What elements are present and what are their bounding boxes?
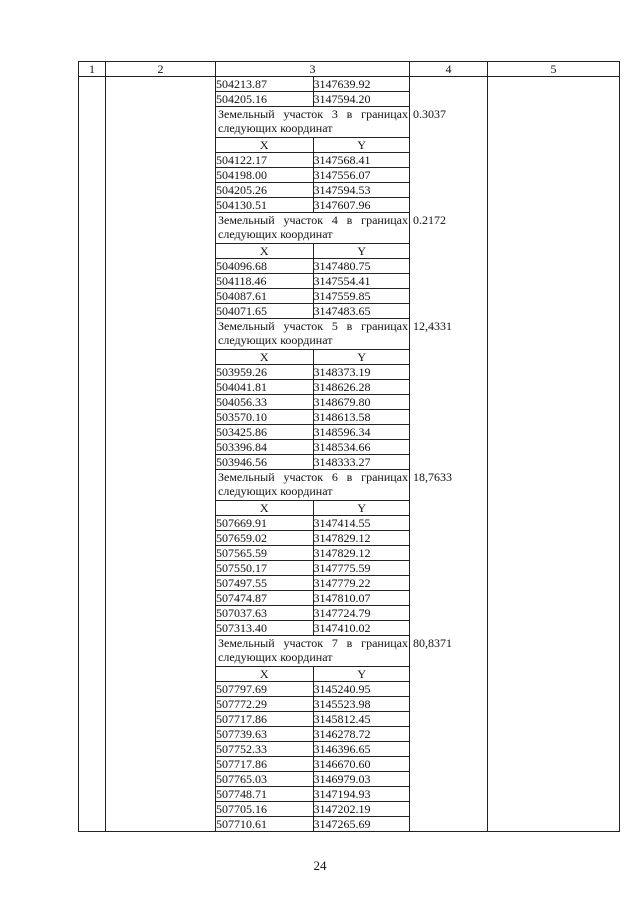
coordinate-row — [216, 546, 410, 561]
coordinate-row — [216, 183, 410, 198]
plot-area-value: 80,8371 — [413, 636, 452, 650]
column-header-5: 5 — [488, 62, 620, 77]
xy-header-row — [216, 501, 410, 516]
plot-caption: Земельный участок 5 в границах следующих координат — [216, 319, 410, 350]
x-coordinate: 504205.16 — [216, 92, 313, 107]
x-column-header: X — [216, 667, 313, 682]
coordinate-row — [216, 772, 410, 787]
coordinates-cell — [216, 77, 410, 832]
xy-header-row — [216, 350, 410, 365]
plot-caption-row — [216, 319, 410, 350]
x-coordinate: 507550.17 — [216, 561, 313, 576]
y-coordinate: 3147559.85 — [313, 289, 410, 304]
y-coordinate: 3148679.80 — [313, 395, 410, 410]
column-1-cell — [79, 77, 106, 832]
y-coordinate: 3147194.93 — [313, 787, 410, 802]
x-coordinate: 504118.46 — [216, 274, 313, 289]
x-coordinate: 503425.86 — [216, 425, 313, 440]
plot-area-value: 18,7633 — [413, 470, 452, 484]
coordinate-row — [216, 802, 410, 817]
x-column-header: X — [216, 244, 313, 259]
x-coordinate: 503946.56 — [216, 455, 313, 470]
y-coordinate: 3147829.12 — [313, 546, 410, 561]
y-coordinate: 3147568.41 — [313, 153, 410, 168]
x-coordinate: 504198.00 — [216, 168, 313, 183]
page-number: 24 — [313, 858, 327, 873]
y-column-header: Y — [313, 667, 410, 682]
y-coordinate: 3147607.96 — [313, 198, 410, 213]
plot-caption-row — [216, 213, 410, 244]
x-coordinate: 507565.59 — [216, 546, 313, 561]
coordinate-row — [216, 591, 410, 606]
coordinate-row — [216, 304, 410, 319]
coordinate-row — [216, 621, 410, 636]
x-coordinate: 507748.71 — [216, 787, 313, 802]
coordinate-row — [216, 576, 410, 591]
plot-caption-row — [216, 107, 410, 138]
x-coordinate: 507659.02 — [216, 531, 313, 546]
x-coordinate: 504096.68 — [216, 259, 313, 274]
y-column-header: Y — [313, 244, 410, 259]
y-coordinate: 3147724.79 — [313, 606, 410, 621]
y-coordinate: 3147810.07 — [313, 591, 410, 606]
x-coordinate: 507497.55 — [216, 576, 313, 591]
column-2-cell — [106, 77, 216, 832]
x-coordinate: 507717.86 — [216, 757, 313, 772]
x-coordinate: 507772.29 — [216, 697, 313, 712]
coordinate-row — [216, 440, 410, 455]
coordinate-row — [216, 425, 410, 440]
plot-caption: Земельный участок 6 в границах следующих координат — [216, 470, 410, 501]
coordinates-inner-table — [216, 77, 410, 831]
x-coordinate: 507717.86 — [216, 712, 313, 727]
plot-caption: Земельный участок 3 в границах следующих координат — [216, 107, 410, 138]
column-header-2: 2 — [106, 62, 216, 77]
y-coordinate: 3147480.75 — [313, 259, 410, 274]
column-header-row — [79, 62, 620, 77]
xy-header-row — [216, 667, 410, 682]
y-coordinate: 3146396.65 — [313, 742, 410, 757]
y-coordinate: 3145812.45 — [313, 712, 410, 727]
x-coordinate: 503570.10 — [216, 410, 313, 425]
x-coordinate: 507765.03 — [216, 772, 313, 787]
x-coordinate: 504213.87 — [216, 77, 313, 92]
column-5-cell — [488, 77, 620, 832]
x-coordinate: 507797.69 — [216, 682, 313, 697]
x-column-header: X — [216, 501, 313, 516]
y-coordinate: 3147483.65 — [313, 304, 410, 319]
x-coordinate: 503959.26 — [216, 365, 313, 380]
x-coordinate: 507739.63 — [216, 727, 313, 742]
coordinate-row — [216, 289, 410, 304]
x-coordinate: 507313.40 — [216, 621, 313, 636]
coordinate-row — [216, 561, 410, 576]
column-header-4: 4 — [410, 62, 488, 77]
y-coordinate: 3147265.69 — [313, 817, 410, 832]
coordinate-row — [216, 606, 410, 621]
coordinate-row — [216, 77, 410, 92]
coordinate-row — [216, 697, 410, 712]
y-coordinate: 3147410.02 — [313, 621, 410, 636]
plot-caption-row — [216, 470, 410, 501]
y-column-header: Y — [313, 501, 410, 516]
x-coordinate: 507474.87 — [216, 591, 313, 606]
y-coordinate: 3148333.27 — [313, 455, 410, 470]
y-coordinate: 3147594.20 — [313, 92, 410, 107]
y-coordinate: 3148373.19 — [313, 365, 410, 380]
coordinates-table — [78, 61, 620, 832]
x-coordinate: 503396.84 — [216, 440, 313, 455]
plot-caption-row — [216, 636, 410, 667]
y-column-header: Y — [313, 350, 410, 365]
y-coordinate: 3148596.34 — [313, 425, 410, 440]
y-coordinate: 3148626.28 — [313, 380, 410, 395]
coordinate-row — [216, 153, 410, 168]
coordinate-row — [216, 712, 410, 727]
coordinate-row — [216, 531, 410, 546]
coordinate-row — [216, 742, 410, 757]
x-coordinate: 504071.65 — [216, 304, 313, 319]
coordinate-row — [216, 380, 410, 395]
area-cell — [410, 77, 488, 832]
x-coordinate: 504130.51 — [216, 198, 313, 213]
column-header-3: 3 — [216, 62, 410, 77]
y-coordinate: 3145523.98 — [313, 697, 410, 712]
coordinate-row — [216, 410, 410, 425]
coordinate-row — [216, 727, 410, 742]
x-coordinate: 504205.26 — [216, 183, 313, 198]
y-coordinate: 3147829.12 — [313, 531, 410, 546]
coordinate-row — [216, 198, 410, 213]
y-coordinate: 3147639.92 — [313, 77, 410, 92]
coordinate-row — [216, 395, 410, 410]
y-coordinate: 3146670.60 — [313, 757, 410, 772]
y-coordinate: 3147554.41 — [313, 274, 410, 289]
x-coordinate: 507752.33 — [216, 742, 313, 757]
y-coordinate: 3147414.55 — [313, 516, 410, 531]
y-coordinate: 3147779.22 — [313, 576, 410, 591]
x-coordinate: 507710.61 — [216, 817, 313, 832]
y-coordinate: 3148613.58 — [313, 410, 410, 425]
coordinate-row — [216, 259, 410, 274]
x-coordinate: 504122.17 — [216, 153, 313, 168]
x-coordinate: 504041.81 — [216, 380, 313, 395]
coordinate-row — [216, 682, 410, 697]
x-coordinate: 507669.91 — [216, 516, 313, 531]
coordinate-row — [216, 365, 410, 380]
plot-area-value: 12,4331 — [413, 319, 452, 333]
x-column-header: X — [216, 350, 313, 365]
x-coordinate: 504056.33 — [216, 395, 313, 410]
xy-header-row — [216, 244, 410, 259]
plot-area-value: 0.3037 — [413, 107, 446, 121]
x-coordinate: 507705.16 — [216, 802, 313, 817]
y-column-header: Y — [313, 138, 410, 153]
y-coordinate: 3147556.07 — [313, 168, 410, 183]
coordinate-row — [216, 92, 410, 107]
y-coordinate: 3147202.19 — [313, 802, 410, 817]
column-header-1: 1 — [79, 62, 106, 77]
plot-caption: Земельный участок 7 в границах следующих координат — [216, 636, 410, 667]
plot-area-value: 0.2172 — [413, 213, 446, 227]
xy-header-row — [216, 138, 410, 153]
x-coordinate: 504087.61 — [216, 289, 313, 304]
coordinate-row — [216, 787, 410, 802]
coordinate-row — [216, 516, 410, 531]
y-coordinate: 3145240.95 — [313, 682, 410, 697]
coordinate-row — [216, 455, 410, 470]
body-row — [79, 77, 620, 832]
x-coordinate: 507037.63 — [216, 606, 313, 621]
plot-caption: Земельный участок 4 в границах следующих координат — [216, 213, 410, 244]
y-coordinate: 3147775.59 — [313, 561, 410, 576]
coordinate-row — [216, 168, 410, 183]
y-coordinate: 3147594.53 — [313, 183, 410, 198]
y-coordinate: 3146979.03 — [313, 772, 410, 787]
document-page — [78, 61, 619, 832]
x-column-header: X — [216, 138, 313, 153]
coordinate-row — [216, 274, 410, 289]
y-coordinate: 3146278.72 — [313, 727, 410, 742]
coordinate-row — [216, 817, 410, 832]
coordinate-row — [216, 757, 410, 772]
y-coordinate: 3148534.66 — [313, 440, 410, 455]
